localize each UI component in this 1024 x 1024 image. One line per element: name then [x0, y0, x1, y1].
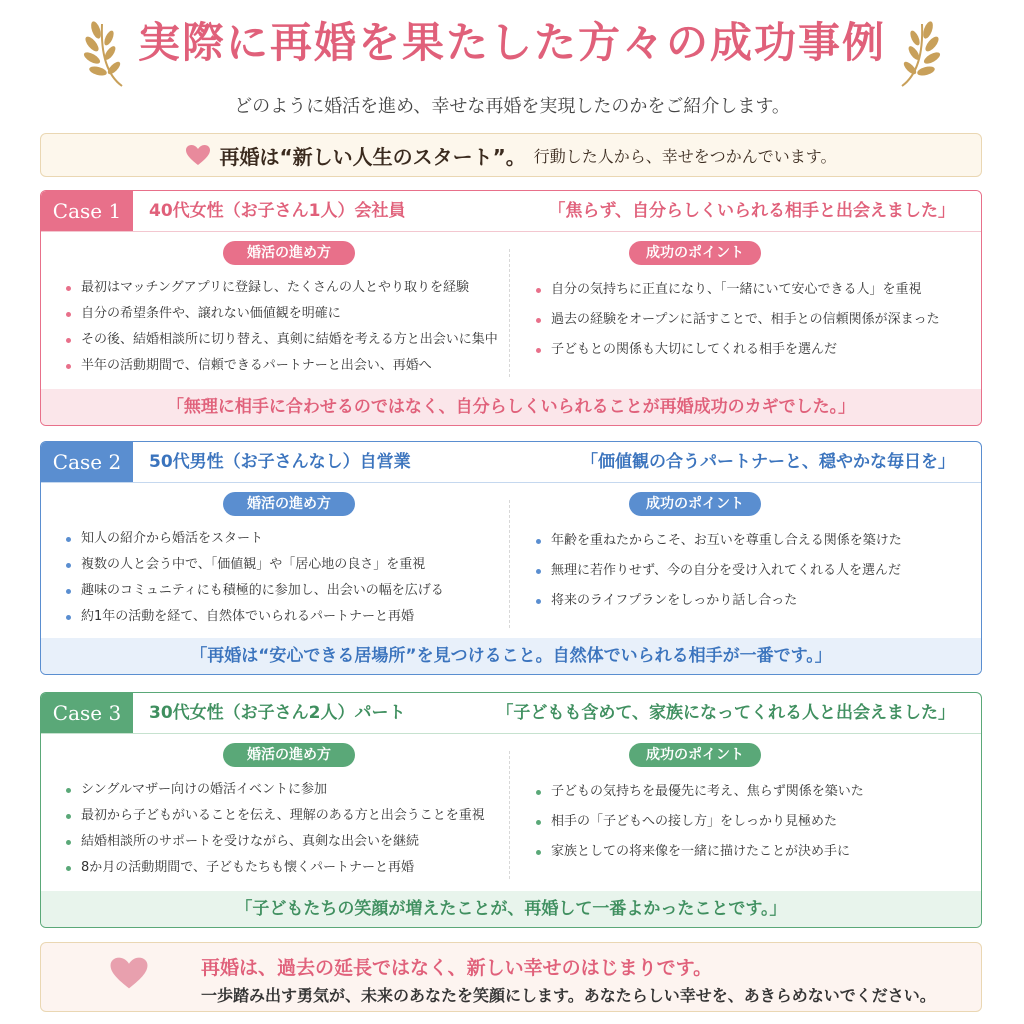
list-item: 最初はマッチングアプリに登録し、たくさんの人とやり取りを経験 — [59, 275, 499, 301]
list-item: 半年の活動期間で、信頼できるパートナーと出会い、再婚へ — [59, 353, 499, 379]
process-label: 婚活の進め方 — [223, 241, 355, 265]
list-item: 相手の「子どもへの接し方」をしっかり見極めた — [529, 807, 969, 837]
case-card-3 — [40, 692, 982, 928]
list-item: 最初から子どもがいることを伝え、理解のある方と出会うことを重視 — [59, 803, 499, 829]
page-header — [0, 0, 1024, 128]
case-profile: 30代女性（お子さん2人）パート — [149, 703, 406, 723]
case-tag: Case 3 — [41, 693, 133, 733]
points-column — [529, 743, 969, 867]
intro-banner — [40, 133, 982, 177]
list-item: 無理に若作りせず、今の自分を受け入れてくれる人を選んだ — [529, 556, 969, 586]
case-header — [41, 693, 981, 733]
list-item: 子どもとの関係も大切にしてくれる相手を選んだ — [529, 335, 969, 365]
case-card-1 — [40, 190, 982, 426]
process-column — [59, 743, 499, 881]
column-divider — [509, 249, 510, 377]
column-divider — [509, 751, 510, 879]
case-card-2 — [40, 441, 982, 675]
case-quote: 「焦らず、自分らしくいられる相手と出会えました」 — [548, 201, 955, 221]
heart-icon — [185, 144, 211, 166]
case-footer-quote: 「子どもたちの笑顔が増えたことが、再婚して一番よかったことです。」 — [41, 891, 981, 927]
list-item: 過去の経験をオープンに話すことで、相手との信頼関係が深まった — [529, 305, 969, 335]
case-quote: 「価値観の合うパートナーと、穏やかな毎日を」 — [581, 452, 955, 472]
case-divider — [41, 733, 981, 734]
list-item: 約1年の活動を経て、自然体でいられるパートナーと再婚 — [59, 604, 499, 630]
list-item: 知人の紹介から婚活をスタート — [59, 526, 499, 552]
intro-strong-text: 再婚は“新しい人生のスタート”。 — [219, 144, 526, 169]
list-item: その後、結婚相談所に切り替え、真剣に結婚を考える方と出会いに集中 — [59, 327, 499, 353]
points-label: 成功のポイント — [629, 743, 761, 767]
case-header — [41, 191, 981, 231]
list-item: シングルマザー向けの婚活イベントに参加 — [59, 777, 499, 803]
case-quote: 「子どもも含めて、家族になってくれる人と出会えました」 — [496, 703, 955, 723]
process-column — [59, 492, 499, 630]
case-divider — [41, 482, 981, 483]
column-divider — [509, 500, 510, 628]
closing-headline: 再婚は、過去の延長ではなく、新しい幸せのはじまりです。 — [201, 957, 713, 979]
points-label: 成功のポイント — [629, 492, 761, 516]
page-title: 実際に再婚を果たした方々の成功事例 — [137, 18, 886, 67]
heart-icon — [109, 955, 149, 991]
list-item: 複数の人と会う中で、「価値観」や「居心地の良さ」を重視 — [59, 552, 499, 578]
case-footer-quote: 「再婚は“安心できる居場所”を見つけること。自然体でいられる相手が一番です。」 — [41, 638, 981, 674]
process-column — [59, 241, 499, 379]
case-header — [41, 442, 981, 482]
process-label: 婚活の進め方 — [223, 492, 355, 516]
process-label: 婚活の進め方 — [223, 743, 355, 767]
list-item: 年齢を重ねたからこそ、お互いを尊重し合える関係を築けた — [529, 526, 969, 556]
points-label: 成功のポイント — [629, 241, 761, 265]
intro-text: 行動した人から、幸せをつかんでいます。 — [533, 146, 837, 166]
case-profile: 50代男性（お子さんなし）自営業 — [149, 452, 411, 472]
case-footer-quote: 「無理に相手に合わせるのではなく、自分らしくいられることが再婚成功のカギでした。」 — [41, 389, 981, 425]
page-subtitle: どのように婚活を進め、幸せな再婚を実現したのかをご紹介します。 — [234, 96, 790, 117]
closing-banner — [40, 942, 982, 1012]
laurel-right-icon — [886, 14, 946, 90]
list-item: 趣味のコミュニティにも積極的に参加し、出会いの幅を広げる — [59, 578, 499, 604]
case-profile: 40代女性（お子さん1人）会社員 — [149, 201, 406, 221]
list-item: 結婚相談所のサポートを受けながら、真剣な出会いを継続 — [59, 829, 499, 855]
list-item: 自分の希望条件や、譲れない価値観を明確に — [59, 301, 499, 327]
list-item: 子どもの気持ちを最優先に考え、焦らず関係を築いた — [529, 777, 969, 807]
list-item: 自分の気持ちに正直になり、「一緒にいて安心できる人」を重視 — [529, 275, 969, 305]
list-item: 家族としての将来像を一緒に描けたことが決め手に — [529, 837, 969, 867]
case-divider — [41, 231, 981, 232]
list-item: 将来のライフプランをしっかり話し合った — [529, 586, 969, 616]
points-column — [529, 241, 969, 365]
list-item: 8か月の活動期間で、子どもたちも懐くパートナーと再婚 — [59, 855, 499, 881]
closing-message: 一歩踏み出す勇気が、未来のあなたを笑顔にします。あなたらしい幸せを、あきらめないでください。 — [201, 986, 936, 1005]
case-tag: Case 1 — [41, 191, 133, 231]
case-tag: Case 2 — [41, 442, 133, 482]
points-column — [529, 492, 969, 616]
